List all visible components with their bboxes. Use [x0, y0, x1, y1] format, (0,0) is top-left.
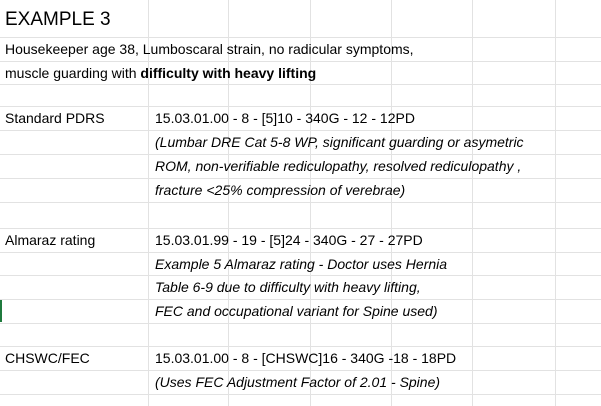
- note-standard-pdrs-2[interactable]: ROM, non-verifiable rediculopathy, resolved rediculopathy ,: [155, 158, 522, 174]
- note-almaraz-1[interactable]: Example 5 Almaraz rating - Doctor uses Hernia: [155, 256, 448, 272]
- formula-almaraz[interactable]: 15.03.01.99 - 19 - [5]24 - 340G - 27 - 27PD: [155, 232, 423, 248]
- intro-line-1[interactable]: Housekeeper age 38, Lumboscaral strain, no radicular symptoms,: [5, 41, 414, 57]
- formula-chswc-fec[interactable]: 15.03.01.00 - 8 - [CHSWC]16 - 340G -18 - 18PD: [155, 350, 457, 366]
- row-label-almaraz[interactable]: Almaraz rating: [5, 232, 96, 248]
- row-label-chswc-fec[interactable]: CHSWC/FEC: [5, 350, 90, 366]
- sheet-title[interactable]: EXAMPLE 3: [5, 9, 111, 30]
- note-chswc-fec-1[interactable]: (Uses FEC Adjustment Factor of 2.01 - Spine): [155, 374, 441, 390]
- note-almaraz-2[interactable]: Table 6-9 due to difficulty with heavy lifting,: [155, 279, 421, 295]
- note-standard-pdrs-1[interactable]: (Lumbar DRE Cat 5-8 WP, significant guarding or asymetric: [155, 134, 524, 150]
- note-almaraz-3[interactable]: FEC and occupational variant for Spine used): [155, 303, 438, 319]
- intro-line-2-text: muscle guarding with: [5, 65, 141, 81]
- intro-line-2-emphasis: difficulty with heavy lifting: [140, 65, 317, 81]
- row-label-standard-pdrs[interactable]: Standard PDRS: [5, 110, 105, 126]
- note-standard-pdrs-3[interactable]: fracture <25% compression of verebrae): [155, 182, 406, 198]
- intro-line-2[interactable]: [5, 61, 316, 85]
- active-cell-indicator: [0, 300, 2, 322]
- formula-standard-pdrs[interactable]: 15.03.01.00 - 8 - [5]10 - 340G - 12 - 12PD: [155, 110, 415, 126]
